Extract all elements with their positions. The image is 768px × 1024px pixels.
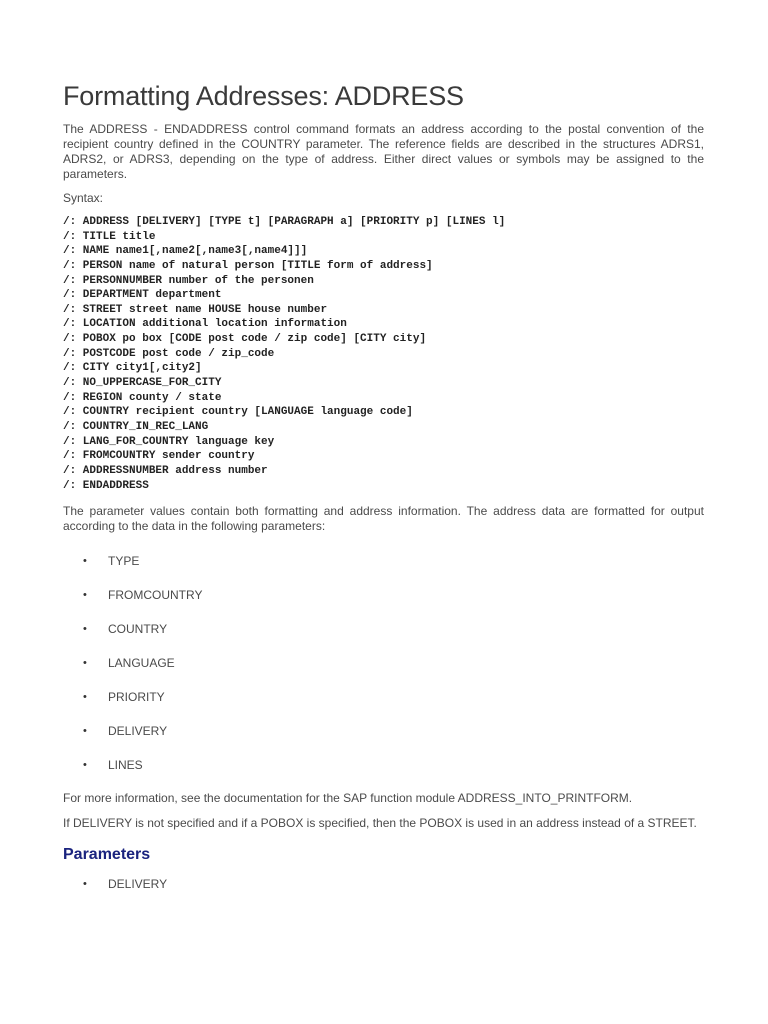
params-intro-paragraph: The parameter values contain both formatting and address information. The address data are formatted for output according to the data in the following parameters: [63, 504, 704, 534]
list-item [63, 578, 704, 612]
code-line: /: CITY city1[,city2] [63, 362, 202, 375]
list-item-label: TYPE [108, 554, 140, 569]
list-item [63, 874, 704, 894]
code-line: /: NAME name1[,name2[,name3[,name4]]] [63, 245, 308, 258]
syntax-code-block [63, 215, 704, 493]
list-item-label: DELIVERY [108, 877, 168, 892]
bullet-icon: • [83, 623, 87, 636]
code-line: /: ENDADDRESS [63, 479, 149, 492]
code-line: /: COUNTRY_IN_REC_LANG [63, 420, 209, 433]
bullet-icon: • [83, 589, 87, 602]
bullet-icon: • [83, 657, 87, 670]
bullet-icon: • [83, 725, 87, 738]
code-line: /: ADDRESSNUMBER address number [63, 464, 268, 477]
code-line: /: COUNTRY recipient country [LANGUAGE language code] [63, 406, 413, 419]
list-item [63, 544, 704, 578]
list-item [63, 646, 704, 680]
bullet-icon: • [83, 759, 87, 772]
code-line: /: POBOX po box [CODE post code / zip code] [CITY city] [63, 333, 427, 346]
code-line: /: TITLE title [63, 230, 156, 243]
list-item [63, 748, 704, 782]
list-item-label: DELIVERY [108, 724, 168, 739]
bullet-icon: • [83, 691, 87, 704]
code-line: /: PERSONNUMBER number of the personen [63, 274, 314, 287]
bullet-icon: • [83, 555, 87, 568]
list-item [63, 612, 704, 646]
code-line: /: NO_UPPERCASE_FOR_CITY [63, 377, 222, 390]
syntax-label: Syntax: [63, 191, 104, 205]
list-item [63, 680, 704, 714]
list-item [63, 714, 704, 748]
list-item-label: PRIORITY [108, 690, 165, 705]
code-line: /: LANG_FOR_COUNTRY language key [63, 435, 275, 448]
list-item-label: FROMCOUNTRY [108, 588, 203, 603]
delivery-note-paragraph: If DELIVERY is not specified and if a POBOX is specified, then the POBOX is used in an address instead of a STREET. [63, 816, 697, 831]
code-line: /: PERSON name of natural person [TITLE form of address] [63, 259, 433, 272]
code-line: /: LOCATION additional location information [63, 318, 347, 331]
list-item-label: COUNTRY [108, 622, 168, 637]
list-item-label: LANGUAGE [108, 656, 175, 671]
code-line: /: STREET street name HOUSE house number [63, 303, 328, 316]
code-line: /: DEPARTMENT department [63, 289, 222, 302]
code-line: /: REGION county / state [63, 391, 222, 404]
code-line: /: ADDRESS [DELIVERY] [TYPE t] [PARAGRAPH a] [PRIORITY p] [LINES l] [63, 216, 506, 228]
bullet-icon: • [83, 878, 87, 891]
list-item-label: LINES [108, 758, 143, 773]
code-line: /: FROMCOUNTRY sender country [63, 450, 255, 463]
more-info-paragraph: For more information, see the documentation for the SAP function module ADDRESS_INTO_PRINTFORM. [63, 791, 633, 806]
intro-paragraph: The ADDRESS - ENDADDRESS control command formats an address according to the postal convention of the recipient country defined in the COUNTRY parameter. The reference fields are described in the structures ADRS1, ADRS2, or ADRS3, depending on the type of address. Either direct values or symbols may be assigned to the parameters. [63, 122, 704, 181]
param-list [63, 544, 704, 782]
parameters-list [63, 874, 704, 894]
page-title: Formatting Addresses: ADDRESS [63, 81, 464, 111]
parameters-heading: Parameters [63, 846, 151, 864]
code-line: /: POSTCODE post code / zip_code [63, 347, 275, 360]
